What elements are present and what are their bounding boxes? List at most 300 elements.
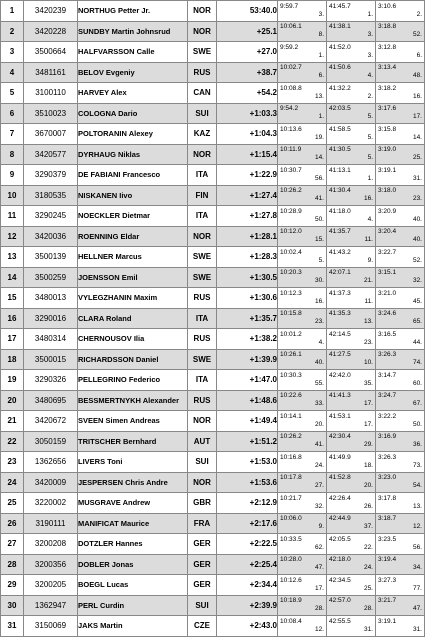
split-time: 10:26.1: [280, 351, 302, 359]
split-cell: [376, 534, 425, 555]
split-rank: 50.: [314, 215, 324, 223]
split-time: 10:18.9: [280, 597, 302, 605]
split-time: 41:18.0: [329, 207, 351, 215]
split-rank: 19.: [314, 133, 324, 141]
result-row: [1, 554, 425, 575]
split-time: 41:52.0: [329, 43, 351, 51]
split-rank: 25.: [363, 584, 373, 592]
finish-time: +1:30.5: [217, 267, 278, 288]
split-cell: [376, 165, 425, 186]
split-time: 41:30.5: [329, 146, 351, 154]
rank-cell: 13: [1, 247, 24, 268]
split-time: 10:22.6: [280, 392, 302, 400]
split-cell: [278, 21, 327, 42]
split-cell: [278, 247, 327, 268]
split-rank: 8.: [318, 31, 324, 39]
split-time: 41:13.1: [329, 166, 351, 174]
athlete-name: NOECKLER Dietmar: [78, 206, 188, 227]
split-time: 42:55.5: [329, 617, 351, 625]
split-time: 42:14.5: [329, 330, 351, 338]
split-cell: [278, 185, 327, 206]
rank-cell: 26: [1, 513, 24, 534]
split-time: 10:08.4: [280, 617, 302, 625]
split-rank: 9.: [318, 523, 324, 531]
athlete-name: DOTZLER Hannes: [78, 534, 188, 555]
nation-code: SUI: [188, 595, 217, 616]
split-time: 10:14.1: [280, 412, 302, 420]
split-rank: 60.: [412, 379, 422, 387]
result-row: [1, 185, 425, 206]
split-rank: 67.: [412, 400, 422, 408]
split-cell: [376, 349, 425, 370]
split-cell: [278, 124, 327, 145]
nation-code: FRA: [188, 513, 217, 534]
split-time: 3:12.8: [378, 43, 397, 51]
split-cell: [327, 165, 376, 186]
split-rank: 62.: [314, 543, 324, 551]
rank-cell: 15: [1, 288, 24, 309]
result-row: [1, 103, 425, 124]
athlete-name: HELLNER Marcus: [78, 247, 188, 268]
bib-cell: 3480314: [24, 329, 78, 350]
bib-cell: 3200205: [24, 575, 78, 596]
split-time: 42:34.5: [329, 576, 351, 584]
nation-code: GBR: [188, 493, 217, 514]
rank-cell: 30: [1, 595, 24, 616]
split-time: 42:57.0: [329, 597, 351, 605]
split-rank: 29.: [363, 441, 373, 449]
split-cell: [327, 534, 376, 555]
finish-time: +1:38.2: [217, 329, 278, 350]
split-time: 10:20.3: [280, 269, 302, 277]
athlete-name: DOBLER Jonas: [78, 554, 188, 575]
split-rank: 1.: [367, 10, 373, 18]
split-cell: [278, 616, 327, 637]
split-rank: 5.: [367, 133, 373, 141]
athlete-name: CHERNOUSOV Ilia: [78, 329, 188, 350]
nation-code: GER: [188, 575, 217, 596]
athlete-name: JESPERSEN Chris Andre: [78, 472, 188, 493]
finish-time: +1:28.3: [217, 247, 278, 268]
split-time: 42:18.0: [329, 556, 351, 564]
result-row: [1, 431, 425, 452]
bib-cell: 3190111: [24, 513, 78, 534]
finish-time: +1:27.8: [217, 206, 278, 227]
split-cell: [376, 83, 425, 104]
split-rank: 4.: [367, 72, 373, 80]
finish-time: +1:28.1: [217, 226, 278, 247]
split-cell: [327, 595, 376, 616]
bib-cell: 3500139: [24, 247, 78, 268]
bib-cell: 3420036: [24, 226, 78, 247]
split-time: 3:18.0: [378, 187, 397, 195]
result-row: [1, 616, 425, 637]
result-row: [1, 349, 425, 370]
bib-cell: 3670007: [24, 124, 78, 145]
nation-code: NOR: [188, 21, 217, 42]
split-cell: [278, 144, 327, 165]
nation-code: NOR: [188, 226, 217, 247]
rank-cell: 18: [1, 349, 24, 370]
split-cell: [376, 21, 425, 42]
rank-cell: 17: [1, 329, 24, 350]
split-cell: [376, 206, 425, 227]
athlete-name: BOEGL Lucas: [78, 575, 188, 596]
split-time: 41:41.3: [329, 392, 351, 400]
split-cell: [327, 144, 376, 165]
nation-code: NOR: [188, 472, 217, 493]
result-row: [1, 288, 425, 309]
nation-code: SWE: [188, 349, 217, 370]
rank-cell: 21: [1, 411, 24, 432]
nation-code: NOR: [188, 1, 217, 22]
nation-code: ITA: [188, 206, 217, 227]
split-rank: 5.: [367, 154, 373, 162]
bib-cell: 3481161: [24, 62, 78, 83]
split-cell: [278, 411, 327, 432]
split-time: 42:26.4: [329, 494, 351, 502]
bib-cell: 3500015: [24, 349, 78, 370]
split-rank: 34.: [412, 564, 422, 572]
split-cell: [327, 308, 376, 329]
split-rank: 17.: [412, 113, 422, 121]
split-cell: [278, 390, 327, 411]
split-time: 3:21.0: [378, 289, 397, 297]
finish-time: +1:30.6: [217, 288, 278, 309]
nation-code: GER: [188, 554, 217, 575]
finish-time: +38.7: [217, 62, 278, 83]
split-time: 10:26.2: [280, 433, 302, 441]
split-rank: 65.: [412, 318, 422, 326]
rank-cell: 12: [1, 226, 24, 247]
finish-time: +2:43.0: [217, 616, 278, 637]
result-row: [1, 226, 425, 247]
split-time: 10:12.0: [280, 228, 302, 236]
split-cell: [278, 83, 327, 104]
split-rank: 1.: [318, 51, 324, 59]
split-cell: [327, 206, 376, 227]
split-rank: 50.: [412, 420, 422, 428]
split-rank: 31.: [412, 174, 422, 182]
split-cell: [327, 21, 376, 42]
split-time: 10:28.9: [280, 207, 302, 215]
split-cell: [376, 288, 425, 309]
split-time: 3:17.8: [378, 494, 397, 502]
split-cell: [278, 165, 327, 186]
split-rank: 31.: [363, 625, 373, 633]
split-cell: [327, 288, 376, 309]
split-rank: 40.: [412, 236, 422, 244]
nation-code: AUT: [188, 431, 217, 452]
athlete-name: HALFVARSSON Calle: [78, 42, 188, 63]
rank-cell: 28: [1, 554, 24, 575]
nation-code: RUS: [188, 390, 217, 411]
split-cell: [278, 103, 327, 124]
split-cell: [376, 103, 425, 124]
split-rank: 23.: [363, 338, 373, 346]
athlete-name: VYLEGZHANIN Maxim: [78, 288, 188, 309]
split-time: 3:18.2: [378, 84, 397, 92]
athlete-name: RICHARDSSON Daniel: [78, 349, 188, 370]
split-time: 10:06.1: [280, 23, 302, 31]
split-cell: [376, 472, 425, 493]
bib-cell: 3420577: [24, 144, 78, 165]
finish-time: +1:27.4: [217, 185, 278, 206]
rank-cell: 2: [1, 21, 24, 42]
result-row: [1, 83, 425, 104]
bib-cell: 3420239: [24, 1, 78, 22]
bib-cell: 3420009: [24, 472, 78, 493]
split-cell: [376, 595, 425, 616]
split-rank: 24.: [363, 564, 373, 572]
nation-code: SUI: [188, 452, 217, 473]
split-rank: 12.: [412, 523, 422, 531]
rank-cell: 27: [1, 534, 24, 555]
bib-cell: 1362656: [24, 452, 78, 473]
split-time: 10:01.2: [280, 330, 302, 338]
athlete-name: POLTORANIN Alexey: [78, 124, 188, 145]
bib-cell: 3290379: [24, 165, 78, 186]
split-cell: [376, 493, 425, 514]
finish-time: +1:35.7: [217, 308, 278, 329]
athlete-name: NORTHUG Petter Jr.: [78, 1, 188, 22]
split-cell: [278, 452, 327, 473]
split-rank: 32.: [314, 502, 324, 510]
split-rank: 9.: [367, 256, 373, 264]
split-time: 3:22.7: [378, 248, 397, 256]
finish-time: +1:49.4: [217, 411, 278, 432]
split-cell: [278, 472, 327, 493]
split-cell: [376, 431, 425, 452]
split-rank: 52.: [412, 256, 422, 264]
split-rank: 12.: [314, 625, 324, 633]
finish-time: +54.2: [217, 83, 278, 104]
nation-code: RUS: [188, 62, 217, 83]
split-cell: [327, 370, 376, 391]
finish-time: +2:22.5: [217, 534, 278, 555]
split-time: 10:30.3: [280, 371, 302, 379]
split-rank: 36.: [412, 441, 422, 449]
result-row: [1, 595, 425, 616]
bib-cell: 3050159: [24, 431, 78, 452]
finish-time: +2:39.9: [217, 595, 278, 616]
split-cell: [278, 42, 327, 63]
split-cell: [278, 226, 327, 247]
split-rank: 5.: [367, 113, 373, 121]
split-time: 3:20.9: [378, 207, 397, 215]
split-cell: [278, 493, 327, 514]
split-time: 3:13.4: [378, 64, 397, 72]
bib-cell: 3290016: [24, 308, 78, 329]
split-rank: 14.: [314, 154, 324, 162]
split-rank: 13.: [412, 502, 422, 510]
split-time: 3:19.0: [378, 146, 397, 154]
split-rank: 17.: [363, 420, 373, 428]
split-cell: [376, 329, 425, 350]
result-row: [1, 390, 425, 411]
result-row: [1, 370, 425, 391]
split-rank: 52.: [412, 31, 422, 39]
split-cell: [376, 390, 425, 411]
split-cell: [278, 534, 327, 555]
split-cell: [376, 62, 425, 83]
split-rank: 2.: [416, 10, 422, 18]
finish-time: +1:04.3: [217, 124, 278, 145]
rank-cell: 14: [1, 267, 24, 288]
athlete-name: TRITSCHER Bernhard: [78, 431, 188, 452]
split-rank: 35.: [363, 379, 373, 387]
split-time: 3:18.7: [378, 515, 397, 523]
nation-code: FIN: [188, 185, 217, 206]
split-rank: 73.: [412, 461, 422, 469]
split-rank: 17.: [363, 400, 373, 408]
split-time: 3:19.1: [378, 166, 397, 174]
split-time: 42:30.4: [329, 433, 351, 441]
split-time: 10:13.6: [280, 125, 302, 133]
result-row: [1, 472, 425, 493]
split-cell: [278, 575, 327, 596]
split-time: 10:26.2: [280, 187, 302, 195]
bib-cell: 3100110: [24, 83, 78, 104]
split-time: 41:35.3: [329, 310, 351, 318]
split-time: 3:23.5: [378, 535, 397, 543]
bib-cell: 3220002: [24, 493, 78, 514]
finish-time: +1:48.6: [217, 390, 278, 411]
split-cell: [278, 308, 327, 329]
results-body: [1, 1, 425, 637]
split-cell: [327, 329, 376, 350]
split-rank: 54.: [412, 482, 422, 490]
split-rank: 56.: [412, 543, 422, 551]
rank-cell: 20: [1, 390, 24, 411]
rank-cell: 4: [1, 62, 24, 83]
result-row: [1, 267, 425, 288]
split-cell: [327, 554, 376, 575]
result-row: [1, 21, 425, 42]
split-time: 3:18.8: [378, 23, 397, 31]
split-time: 10:12.3: [280, 289, 302, 297]
split-rank: 20.: [363, 482, 373, 490]
split-cell: [278, 349, 327, 370]
split-time: 3:16.9: [378, 433, 397, 441]
split-cell: [278, 329, 327, 350]
split-rank: 40.: [412, 215, 422, 223]
rank-cell: 29: [1, 575, 24, 596]
split-time: 41:38.1: [329, 23, 351, 31]
split-cell: [327, 431, 376, 452]
split-rank: 32.: [412, 277, 422, 285]
result-row: [1, 62, 425, 83]
split-cell: [278, 288, 327, 309]
result-row: [1, 124, 425, 145]
split-rank: 23.: [314, 318, 324, 326]
split-cell: [376, 267, 425, 288]
split-time: 3:17.6: [378, 105, 397, 113]
split-cell: [327, 247, 376, 268]
split-time: 10:02.4: [280, 248, 302, 256]
split-rank: 25.: [412, 154, 422, 162]
split-time: 10:17.8: [280, 474, 302, 482]
athlete-name: SUNDBY Martin Johnsrud: [78, 21, 188, 42]
split-rank: 17.: [314, 584, 324, 592]
rank-cell: 1: [1, 1, 24, 22]
result-row: [1, 513, 425, 534]
rank-cell: 25: [1, 493, 24, 514]
athlete-name: NISKANEN Iivo: [78, 185, 188, 206]
bib-cell: 3500259: [24, 267, 78, 288]
athlete-name: HARVEY Alex: [78, 83, 188, 104]
split-rank: 48.: [412, 72, 422, 80]
split-cell: [278, 1, 327, 22]
split-rank: 55.: [314, 379, 324, 387]
rank-cell: 6: [1, 103, 24, 124]
result-row: [1, 575, 425, 596]
nation-code: ITA: [188, 308, 217, 329]
split-rank: 45.: [412, 297, 422, 305]
split-time: 3:19.4: [378, 556, 397, 564]
finish-time: +2:17.6: [217, 513, 278, 534]
nation-code: KAZ: [188, 124, 217, 145]
split-rank: 18.: [363, 461, 373, 469]
result-row: [1, 493, 425, 514]
split-time: 42:44.9: [329, 515, 351, 523]
split-time: 3:19.1: [378, 617, 397, 625]
split-time: 41:53.1: [329, 412, 351, 420]
split-rank: 40.: [314, 359, 324, 367]
athlete-name: SVEEN Simen Andreas: [78, 411, 188, 432]
split-cell: [376, 42, 425, 63]
finish-time: +1:22.9: [217, 165, 278, 186]
split-cell: [376, 185, 425, 206]
result-row: [1, 1, 425, 22]
split-time: 3:20.4: [378, 228, 397, 236]
split-time: 3:21.7: [378, 597, 397, 605]
split-rank: 5.: [318, 256, 324, 264]
athlete-name: MANIFICAT Maurice: [78, 513, 188, 534]
split-cell: [278, 513, 327, 534]
split-rank: 22.: [363, 543, 373, 551]
finish-time: +1:15.4: [217, 144, 278, 165]
split-rank: 16.: [363, 195, 373, 203]
finish-time: +1:47.0: [217, 370, 278, 391]
split-cell: [327, 575, 376, 596]
split-rank: 6.: [318, 72, 324, 80]
athlete-name: PELLEGRINO Federico: [78, 370, 188, 391]
split-time: 42:03.5: [329, 105, 351, 113]
athlete-name: CLARA Roland: [78, 308, 188, 329]
split-cell: [327, 411, 376, 432]
split-time: 41:52.8: [329, 474, 351, 482]
split-cell: [376, 308, 425, 329]
rank-cell: 23: [1, 452, 24, 473]
finish-time: +2:25.4: [217, 554, 278, 575]
split-cell: [327, 124, 376, 145]
split-cell: [327, 226, 376, 247]
split-rank: 74.: [412, 359, 422, 367]
split-cell: [278, 206, 327, 227]
split-time: 41:32.2: [329, 84, 351, 92]
rank-cell: 7: [1, 124, 24, 145]
split-time: 3:10.6: [378, 2, 397, 10]
athlete-name: MUSGRAVE Andrew: [78, 493, 188, 514]
split-rank: 77.: [412, 584, 422, 592]
split-rank: 41.: [314, 441, 324, 449]
split-cell: [376, 554, 425, 575]
nation-code: SUI: [188, 103, 217, 124]
split-rank: 27.: [314, 482, 324, 490]
split-rank: 41.: [314, 195, 324, 203]
result-row: [1, 247, 425, 268]
